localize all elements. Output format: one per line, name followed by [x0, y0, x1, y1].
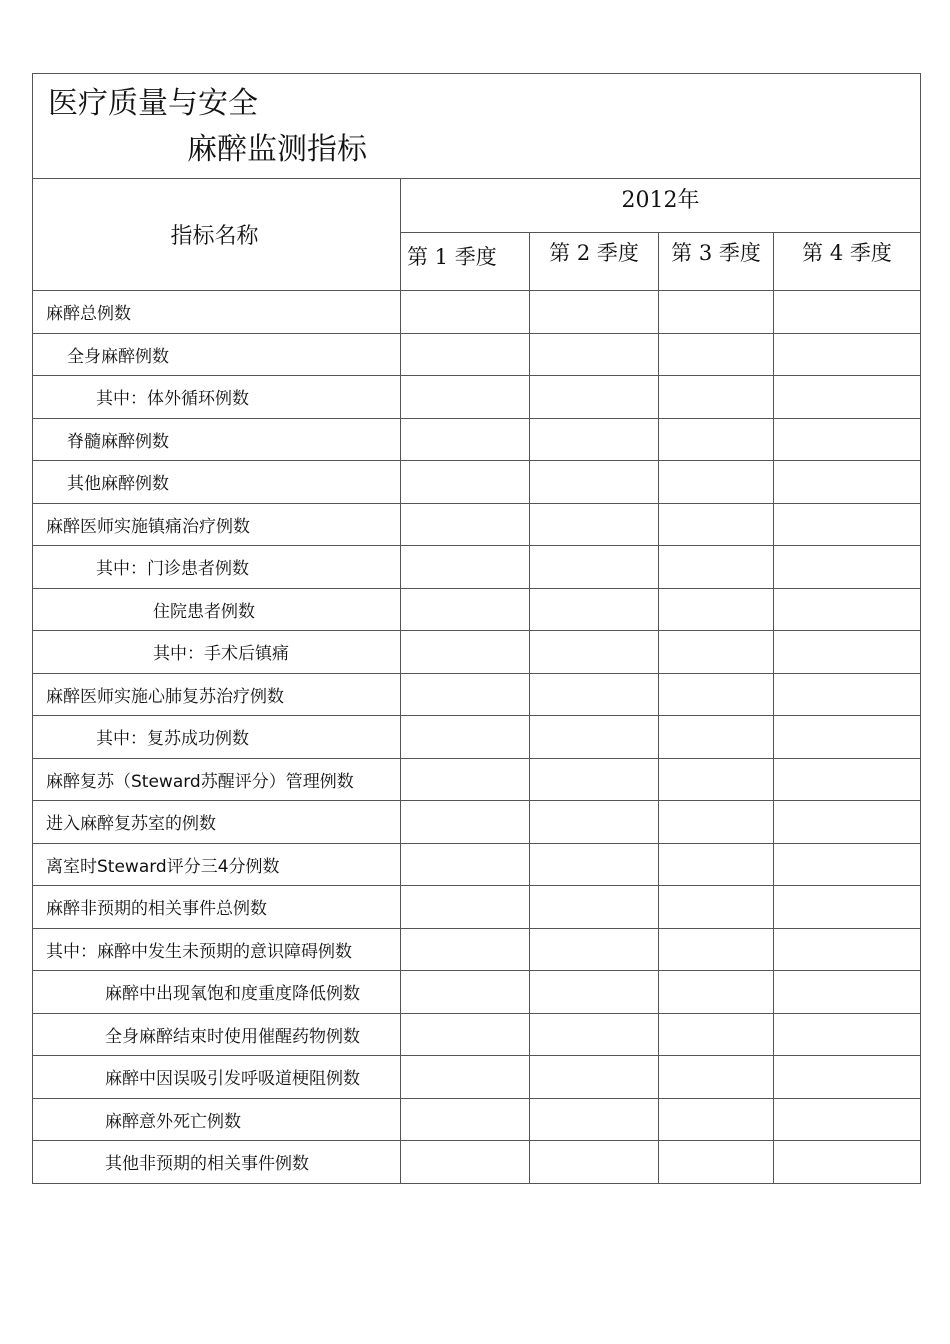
table-row	[33, 1013, 921, 1056]
row-label: 麻醉复苏（Steward苏醒评分）管理例数	[33, 758, 401, 801]
table-row	[33, 971, 921, 1014]
table-row	[33, 716, 921, 759]
row-label: 麻醉中因误吸引发呼吸道梗阻例数	[33, 1056, 401, 1099]
q1-cell[interactable]	[401, 503, 530, 546]
row-label: 麻醉医师实施镇痛治疗例数	[33, 503, 401, 546]
q2-cell[interactable]	[530, 461, 659, 504]
q2-cell[interactable]	[530, 758, 659, 801]
q2-cell[interactable]	[530, 1013, 659, 1056]
q4-cell[interactable]	[774, 886, 921, 929]
table-row	[33, 843, 921, 886]
q4-cell[interactable]	[774, 588, 921, 631]
table-row	[33, 673, 921, 716]
table-row	[33, 461, 921, 504]
row-label: 脊髓麻醉例数	[33, 418, 401, 461]
row-label: 其他非预期的相关事件例数	[33, 1141, 401, 1184]
indicator-name-header: 指标名称	[33, 179, 401, 291]
q4-cell[interactable]	[774, 1013, 921, 1056]
table-row	[33, 886, 921, 929]
q3-cell[interactable]	[659, 886, 774, 929]
table-row	[33, 758, 921, 801]
row-label: 麻醉总例数	[33, 291, 401, 334]
q2-cell[interactable]	[530, 843, 659, 886]
q3-cell[interactable]	[659, 843, 774, 886]
row-label: 麻醉医师实施心肺复苏治疗例数	[33, 673, 401, 716]
q1-cell[interactable]	[401, 716, 530, 759]
title-cell	[33, 74, 921, 179]
q4-cell[interactable]	[774, 461, 921, 504]
q2-cell[interactable]	[530, 886, 659, 929]
q3-cell[interactable]	[659, 801, 774, 844]
table-row	[33, 376, 921, 419]
q1-cell[interactable]	[401, 461, 530, 504]
document-title: 医疗质量与安全	[48, 86, 258, 121]
row-label: 其他麻醉例数	[33, 461, 401, 504]
q3-cell[interactable]	[659, 1141, 774, 1184]
q4-cell[interactable]	[774, 376, 921, 419]
table-row	[33, 291, 921, 334]
q3-cell[interactable]	[659, 1013, 774, 1056]
indicator-table	[32, 73, 921, 1184]
q1-cell[interactable]	[401, 673, 530, 716]
document-subtitle: 麻醉监测指标	[187, 132, 367, 167]
q1-cell[interactable]	[401, 546, 530, 589]
q4-cell[interactable]	[774, 631, 921, 674]
q3-cell[interactable]	[659, 1098, 774, 1141]
q1-cell[interactable]	[401, 631, 530, 674]
q1-cell[interactable]	[401, 758, 530, 801]
q4-cell[interactable]	[774, 546, 921, 589]
q1-cell[interactable]	[401, 418, 530, 461]
table-row	[33, 418, 921, 461]
q4-cell[interactable]	[774, 1098, 921, 1141]
q2-cell[interactable]	[530, 1141, 659, 1184]
indicator-form	[32, 73, 920, 1184]
q3-cell[interactable]	[659, 546, 774, 589]
row-label: 全身麻醉例数	[33, 333, 401, 376]
row-label: 麻醉中出现氧饱和度重度降低例数	[33, 971, 401, 1014]
table-row	[33, 588, 921, 631]
q3-cell[interactable]	[659, 716, 774, 759]
q2-cell[interactable]	[530, 971, 659, 1014]
q4-cell[interactable]	[774, 716, 921, 759]
q3-cell[interactable]	[659, 631, 774, 674]
table-row	[33, 1141, 921, 1184]
q4-cell[interactable]	[774, 333, 921, 376]
q1-cell[interactable]	[401, 376, 530, 419]
q4-cell[interactable]	[774, 928, 921, 971]
table-row	[33, 1098, 921, 1141]
q4-cell[interactable]	[774, 418, 921, 461]
table-row	[33, 546, 921, 589]
row-label: 全身麻醉结束时使用催醒药物例数	[33, 1013, 401, 1056]
q3-cell[interactable]	[659, 291, 774, 334]
q4-cell[interactable]	[774, 673, 921, 716]
q1-cell[interactable]	[401, 801, 530, 844]
row-label: 其中：麻醉中发生未预期的意识障碍例数	[33, 928, 401, 971]
q3-cell[interactable]	[659, 971, 774, 1014]
q2-cell[interactable]	[530, 376, 659, 419]
q2-cell[interactable]	[530, 1098, 659, 1141]
q1-cell[interactable]	[401, 928, 530, 971]
row-label: 其中：复苏成功例数	[33, 716, 401, 759]
table-row	[33, 1056, 921, 1099]
q2-cell[interactable]	[530, 546, 659, 589]
table-row	[33, 503, 921, 546]
table-row	[33, 928, 921, 971]
q4-cell[interactable]	[774, 971, 921, 1014]
q2-cell[interactable]	[530, 418, 659, 461]
q1-cell[interactable]	[401, 1098, 530, 1141]
q3-cell[interactable]	[659, 588, 774, 631]
q3-cell[interactable]	[659, 418, 774, 461]
q3-cell[interactable]	[659, 928, 774, 971]
q2-cell[interactable]	[530, 716, 659, 759]
q4-cell[interactable]	[774, 843, 921, 886]
q2-cell[interactable]	[530, 1056, 659, 1099]
q1-cell[interactable]	[401, 843, 530, 886]
table-row	[33, 333, 921, 376]
q2-cell[interactable]	[530, 333, 659, 376]
q3-cell[interactable]	[659, 758, 774, 801]
quarter-1-header: 第 1 季度	[401, 233, 530, 291]
q4-cell[interactable]	[774, 801, 921, 844]
q2-cell[interactable]	[530, 673, 659, 716]
row-label: 离室时Steward评分三4分例数	[33, 843, 401, 886]
q4-cell[interactable]	[774, 1141, 921, 1184]
q4-cell[interactable]	[774, 758, 921, 801]
q3-cell[interactable]	[659, 333, 774, 376]
row-label: 麻醉意外死亡例数	[33, 1098, 401, 1141]
row-label: 进入麻醉复苏室的例数	[33, 801, 401, 844]
q4-cell[interactable]	[774, 1056, 921, 1099]
q1-cell[interactable]	[401, 588, 530, 631]
q3-cell[interactable]	[659, 503, 774, 546]
q3-cell[interactable]	[659, 673, 774, 716]
row-label: 住院患者例数	[33, 588, 401, 631]
q3-cell[interactable]	[659, 461, 774, 504]
table-row	[33, 801, 921, 844]
q4-cell[interactable]	[774, 503, 921, 546]
q1-cell[interactable]	[401, 1013, 530, 1056]
table-row	[33, 631, 921, 674]
q1-cell[interactable]	[401, 333, 530, 376]
quarter-3-header: 第 3 季度	[659, 233, 774, 291]
q1-cell[interactable]	[401, 291, 530, 334]
q1-cell[interactable]	[401, 1056, 530, 1099]
q4-cell[interactable]	[774, 291, 921, 334]
q3-cell[interactable]	[659, 1056, 774, 1099]
q1-cell[interactable]	[401, 1141, 530, 1184]
year-header: 2012年	[401, 179, 921, 233]
q2-cell[interactable]	[530, 801, 659, 844]
q2-cell[interactable]	[530, 928, 659, 971]
row-label: 其中：手术后镇痛	[33, 631, 401, 674]
row-label: 麻醉非预期的相关事件总例数	[33, 886, 401, 929]
q2-cell[interactable]	[530, 588, 659, 631]
row-label: 其中：门诊患者例数	[33, 546, 401, 589]
q2-cell[interactable]	[530, 291, 659, 334]
quarter-4-header: 第 4 季度	[774, 233, 921, 291]
q3-cell[interactable]	[659, 376, 774, 419]
q2-cell[interactable]	[530, 503, 659, 546]
row-label: 其中：体外循环例数	[33, 376, 401, 419]
q1-cell[interactable]	[401, 971, 530, 1014]
q2-cell[interactable]	[530, 631, 659, 674]
q1-cell[interactable]	[401, 886, 530, 929]
quarter-2-header: 第 2 季度	[530, 233, 659, 291]
